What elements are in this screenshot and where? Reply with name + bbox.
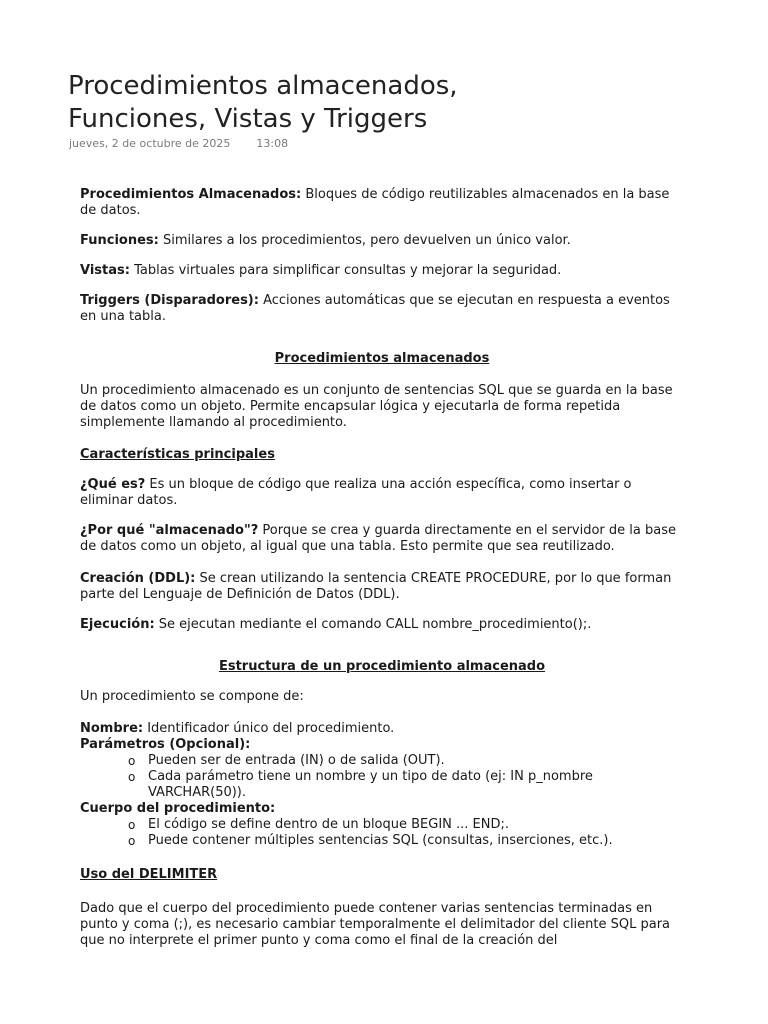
characteristic-term: Ejecución:: [80, 617, 155, 632]
intro-text: Tablas virtuales para simplificar consultas y mejorar la seguridad.: [129, 263, 562, 278]
structure-term: Cuerpo del procedimiento:: [80, 801, 276, 816]
characteristic-text: Se crean utilizando la sentencia CREATE PROCEDURE, por lo que forman parte del Lenguaje de Definición de Datos (DDL).: [80, 571, 672, 602]
characteristic-term: Creación (DDL):: [80, 571, 196, 586]
structure-term: Parámetros (Opcional):: [80, 737, 251, 752]
delimiter-paragraph: Dado que el cuerpo del procedimiento puede contener varias sentencias terminadas en punto y coma (;), es necesario cambiar temporalmente el delimitador del cliente SQL para que no interprete el primer punto y coma como el final de la creación del: [80, 901, 671, 948]
characteristic-term: ¿Por qué "almacenado"?: [80, 523, 259, 538]
intro-text: Bloques de código reutilizables almacenados en la base de datos.: [80, 187, 670, 218]
list-item: o El código se define dentro de un bloque BEGIN ... END;.: [128, 817, 684, 833]
list-item: o Pueden ser de entrada (IN) o de salida (OUT).: [128, 753, 684, 769]
section-heading-delimiter: Uso del DELIMITER: [80, 867, 218, 882]
intro-term: Funciones:: [80, 233, 159, 248]
characteristic-term: ¿Qué es?: [80, 477, 146, 492]
structure-intro: Un procedimiento se compone de:: [80, 689, 304, 704]
characteristic-text: Se ejecutan mediante el comando CALL nombre_procedimiento();.: [154, 617, 592, 632]
section-heading-structure: Estructura de un procedimiento almacenado: [218, 659, 546, 674]
page-metadata: [69, 137, 288, 150]
page-title: [68, 70, 708, 136]
page-title-line-1: Procedimientos almacenados,: [68, 71, 458, 101]
intro-text: Acciones automáticas que se ejecutan en respuesta a eventos en una tabla.: [80, 293, 670, 324]
page-body: [80, 187, 684, 949]
intro-triggers: [80, 293, 684, 325]
intro-views: [80, 263, 684, 279]
page-date: jueves, 2 de octubre de 2025: [69, 137, 231, 150]
structure-name: [80, 721, 684, 737]
characteristic-creation: [80, 571, 684, 603]
intro-term: Triggers (Disparadores):: [80, 293, 259, 308]
intro-text: Similares a los procedimientos, pero devuelven un único valor.: [158, 233, 571, 248]
characteristic-text: Porque se crea y guarda directamente en el servidor de la base de datos como un objeto, al igual que una tabla. Esto permite que sea reutilizado.: [80, 523, 676, 554]
intro-functions: [80, 233, 684, 249]
intro-term: Vistas:: [80, 263, 130, 278]
structure-text: Identificador único del procedimiento.: [143, 721, 395, 736]
characteristic-why-stored: [80, 523, 684, 555]
body-list: [80, 817, 684, 849]
characteristic-what: [80, 477, 684, 509]
list-item: o Cada parámetro tiene un nombre y un tipo de dato (ej: IN p_nombre VARCHAR(50)).: [128, 769, 684, 801]
section-heading-characteristics: Características principales: [80, 447, 275, 462]
structure-body-term: [80, 801, 684, 817]
procedures-paragraph: Un procedimiento almacenado es un conjunto de sentencias SQL que se guarda en la base de datos como un objeto. Permite encapsular lógica y ejecutarla de forma repetida simplemente llamando al procedimiento.: [80, 383, 673, 430]
list-item: o Puede contener múltiples sentencias SQL (consultas, inserciones, etc.).: [128, 833, 684, 849]
params-list: [80, 753, 684, 801]
intro-procedures: [80, 187, 684, 219]
intro-term: Procedimientos Almacenados:: [80, 187, 302, 202]
characteristic-text: Es un bloque de código que realiza una acción específica, como insertar o eliminar datos.: [80, 477, 632, 508]
page-time: 13:08: [256, 137, 289, 150]
page-title-line-2: Funciones, Vistas y Triggers: [68, 104, 428, 134]
characteristic-execution: [80, 617, 684, 633]
section-heading-procedures: Procedimientos almacenados: [274, 351, 490, 366]
structure-term: Nombre:: [80, 721, 144, 736]
structure-params-term: [80, 737, 684, 753]
